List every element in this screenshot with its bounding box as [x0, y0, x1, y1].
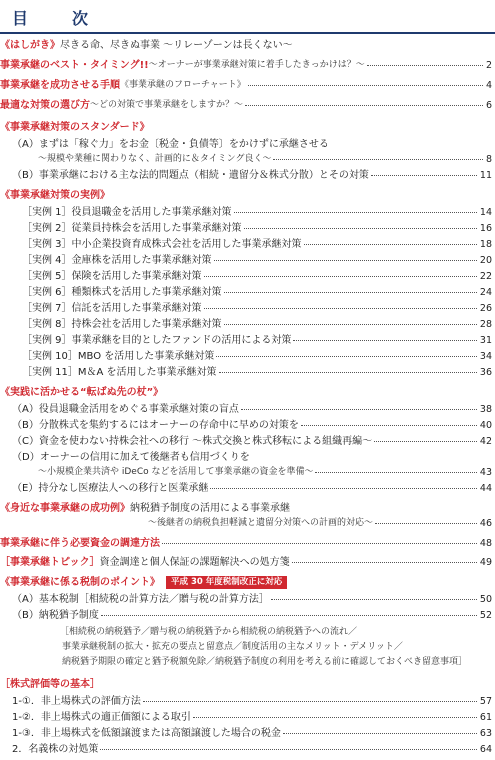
toc-detail-line [0, 625, 492, 640]
toc-entry[interactable] [0, 168, 492, 183]
toc-entry[interactable] [0, 98, 492, 113]
entry-text: 1-①．非上場株式の評価方法 [12, 696, 141, 707]
toc-entry-preface[interactable] [0, 38, 492, 53]
toc-entry-example[interactable] [0, 349, 492, 364]
toc-entry[interactable] [0, 501, 492, 516]
page-number: 61 [479, 712, 492, 723]
page-number: 48 [479, 538, 492, 549]
entry-heading: ［株式評価等の基本］ [0, 679, 100, 690]
entry-heading: 《事業承継対策の実例》 [0, 190, 110, 201]
dot-leader [244, 228, 477, 229]
tax-reform-badge: 平成 30 年度税制改正に対応 [166, 576, 287, 589]
toc-entry-example[interactable] [0, 253, 492, 268]
section-heading [0, 677, 492, 692]
entry-heading: 《事業承継対策のスタンダード》 [0, 122, 150, 133]
entry-text: ［実例 5］保険を活用した事業承継対策 [22, 271, 202, 282]
dot-leader [374, 441, 477, 442]
entry-text: 尽きる命、尽きぬ事業 〜リレーゾーンは長くない〜 [60, 40, 293, 51]
entry-text: 〜小規模企業共済や iDeCo などを活用して事業承継の資金を準備〜 [38, 467, 314, 477]
toc-entry[interactable] [0, 418, 492, 433]
dot-leader [143, 701, 477, 702]
page-number: 38 [479, 404, 492, 415]
toc-entry-subtitle[interactable] [0, 465, 492, 480]
entry-text: 〜オーナーが事業承継対策に着手したきっかけは？〜 [148, 60, 365, 70]
dot-leader [273, 159, 482, 160]
dot-leader [304, 244, 477, 245]
toc-entry-example[interactable] [0, 237, 492, 252]
dot-leader [248, 85, 483, 86]
toc-entry[interactable] [0, 137, 492, 152]
toc-entry[interactable] [0, 536, 492, 551]
entry-text: 2．名義株の対処策 [12, 744, 99, 755]
entry-text: 〜どの対策で事業承継をしますか？〜 [90, 100, 244, 110]
entry-text: （A）まずは「稼ぐ力」をお金〔税金・負債等〕をかけずに承継させる [12, 139, 329, 150]
page-number: 4 [485, 80, 492, 91]
toc-entry[interactable] [0, 434, 492, 449]
entry-heading: 事業承継のベスト・タイミング!! [0, 60, 149, 71]
entry-text: ［相続税の納税猶予／贈与税の納税猶予から相続税の納税猶予への流れ／ [60, 627, 358, 637]
toc-entry-example[interactable] [0, 301, 492, 316]
page-number: 40 [479, 420, 492, 431]
toc-entry[interactable] [0, 58, 492, 73]
toc-entry[interactable] [0, 78, 492, 93]
entry-text: 納税猶予制度の活用による事業承継 [130, 503, 290, 514]
dot-leader [224, 292, 477, 293]
dot-leader [204, 276, 477, 277]
entry-text: ［実例 6］種類株式を活用した事業承継対策 [22, 287, 222, 298]
dot-leader [162, 543, 477, 544]
entry-text: ［実例 7］信託を活用した事業承継対策 [22, 303, 202, 314]
section-heading [0, 188, 492, 203]
dot-leader [301, 425, 477, 426]
toc-entry-example[interactable] [0, 333, 492, 348]
toc-entry[interactable] [0, 726, 492, 741]
entry-text: ［実例 9］事業承継を目的としたファンドの活用による対策 [22, 335, 292, 346]
toc-entry-example[interactable] [0, 317, 492, 332]
toc-entry[interactable] [0, 555, 492, 570]
dot-leader [367, 65, 483, 66]
page-number: 20 [479, 255, 492, 266]
entry-text: （E）持分なし医療法人への移行と医業承継 [12, 483, 209, 494]
toc-entry-example[interactable] [0, 221, 492, 236]
toc-entry-subtitle[interactable] [0, 152, 492, 167]
page-number: 8 [485, 154, 492, 165]
entry-text: ［実例 4］金庫株を活用した事業承継対策 [22, 255, 212, 266]
entry-text: 〜後継者の納税負担軽減と遺留分対策への計画的対応〜 [148, 518, 374, 528]
page-number: 11 [479, 170, 492, 181]
dot-leader [292, 562, 477, 563]
toc-entry[interactable] [0, 742, 492, 757]
dot-leader [219, 372, 477, 373]
entry-text: 資金調達と個人保証の課題解決への処方箋 [99, 557, 290, 568]
page-number: 46 [479, 518, 492, 529]
page-number: 36 [479, 367, 492, 378]
entry-text: 1-③．非上場株式を低額譲渡または高額譲渡した場合の税金 [12, 728, 281, 739]
page-number: 57 [479, 696, 492, 707]
entry-text: （B）分散株式を集約するにはオーナーの存命中に早めの対策を [12, 420, 299, 431]
entry-text: （B）事業承継における主な法的問題点（相続・遺留分＆株式分散）とその対策 [12, 170, 369, 181]
page-number: 44 [479, 483, 492, 494]
toc-entry[interactable] [0, 450, 492, 465]
dot-leader [293, 340, 477, 341]
dot-leader [224, 324, 477, 325]
page-number: 6 [485, 100, 492, 111]
toc-detail-line [0, 640, 492, 655]
entry-text: （D）オーナーの信用に加えて後継者も信用づくりを [12, 452, 250, 463]
page-number: 34 [479, 351, 492, 362]
entry-text: （A）役員退職金活用をめぐる事業承継対策の盲点 [12, 404, 239, 415]
page-number: 18 [479, 239, 492, 250]
entry-heading: 《実践に活かせる“転ばぬ先の杖”》 [0, 387, 164, 398]
page-number: 52 [479, 610, 492, 621]
toc-entry[interactable] [0, 608, 492, 623]
page-number: 24 [479, 287, 492, 298]
entry-text: 1-②．非上場株式の適正価額による取引 [12, 712, 191, 723]
toc-entry-example[interactable] [0, 269, 492, 284]
dot-leader [283, 733, 477, 734]
entry-text: ［実例 3］中小企業投資育成株式会社を活用した事業承継対策 [22, 239, 302, 250]
entry-text: ［実例 10］MBO を活用した事業承継対策 [22, 351, 215, 362]
section-heading [0, 575, 492, 590]
page-number: 22 [479, 271, 492, 282]
dot-leader [245, 105, 483, 106]
page-number: 31 [479, 335, 492, 346]
page-number: 63 [479, 728, 492, 739]
toc-entry[interactable] [0, 402, 492, 417]
toc-detail-line [0, 655, 492, 670]
dot-leader [234, 212, 477, 213]
page-number: 42 [479, 436, 492, 447]
entry-heading: 《事業承継に係る税制のポイント》 [0, 577, 160, 588]
dot-leader [216, 356, 477, 357]
entry-text: 《事業承継のフローチャート》 [120, 80, 246, 90]
entry-heading: 《はしがき》 [0, 40, 60, 51]
entry-heading: 事業承継を成功させる手順 [0, 80, 120, 91]
entry-heading: ［事業承継トピック］ [0, 557, 100, 568]
toc-entry-example[interactable] [0, 285, 492, 300]
dot-leader [100, 749, 477, 750]
page-number: 28 [479, 319, 492, 330]
entry-text: 〜規模や業種に関わりなく、計画的に＆タイミング良く〜 [38, 154, 272, 164]
dot-leader [371, 175, 477, 176]
dot-leader [214, 260, 477, 261]
entry-text: ［実例 2］従業員持株会を活用した事業承継対策 [22, 223, 242, 234]
toc-entry[interactable] [0, 694, 492, 709]
page-number: 26 [479, 303, 492, 314]
entry-text: （C）資金を使わない持株会社への移行 〜株式交換と株式移転による組織再編〜 [12, 436, 373, 447]
section-heading [0, 120, 492, 135]
dot-leader [101, 615, 477, 616]
dot-leader [241, 409, 477, 410]
page-number: 64 [479, 744, 492, 755]
page-number: 2 [485, 60, 492, 71]
entry-text: ［実例 1］役員退職金を活用した事業承継対策 [22, 207, 232, 218]
toc-entry-example[interactable] [0, 205, 492, 220]
entry-text: 納税猶予期限の確定と猶予税額免除／納税猶予制度の利用を考える前に確認しておくべき留意事項］ [62, 657, 468, 667]
entry-text: 事業承継税制の拡大・拡充の要点と留意点／制度活用の主なメリット・デメリット／ [62, 642, 403, 652]
entry-text: （B）納税猶予制度 [12, 610, 99, 621]
dot-leader [315, 472, 476, 473]
toc-entry[interactable] [0, 592, 492, 607]
title-underline [0, 32, 495, 34]
page-title: 目 次 [12, 9, 103, 28]
dot-leader [210, 488, 477, 489]
entry-text: ［実例 11］M＆A を活用した事業承継対策 [22, 367, 217, 378]
section-heading [0, 385, 492, 400]
page-number: 50 [479, 594, 492, 605]
page-number: 14 [479, 207, 492, 218]
entry-heading: 《身近な事業承継の成功例》 [0, 503, 130, 514]
page-number: 49 [479, 557, 492, 568]
page-number: 16 [479, 223, 492, 234]
entry-heading: 事業承継に伴う必要資金の調達方法 [0, 538, 160, 549]
entry-text: ［実例 8］持株会社を活用した事業承継対策 [22, 319, 222, 330]
dot-leader [204, 308, 477, 309]
entry-text: （A）基本税制［相続税の計算方法／贈与税の計算方法］ [12, 594, 269, 605]
dot-leader [271, 599, 477, 600]
toc-entry-example[interactable] [0, 365, 492, 380]
toc-entry[interactable] [0, 481, 492, 496]
toc-entry[interactable] [0, 710, 492, 725]
dot-leader [193, 717, 477, 718]
page-number: 43 [479, 467, 492, 478]
toc-entry-subtitle[interactable] [0, 516, 492, 531]
entry-heading: 最適な対策の選び方 [0, 100, 90, 111]
dot-leader [375, 523, 477, 524]
